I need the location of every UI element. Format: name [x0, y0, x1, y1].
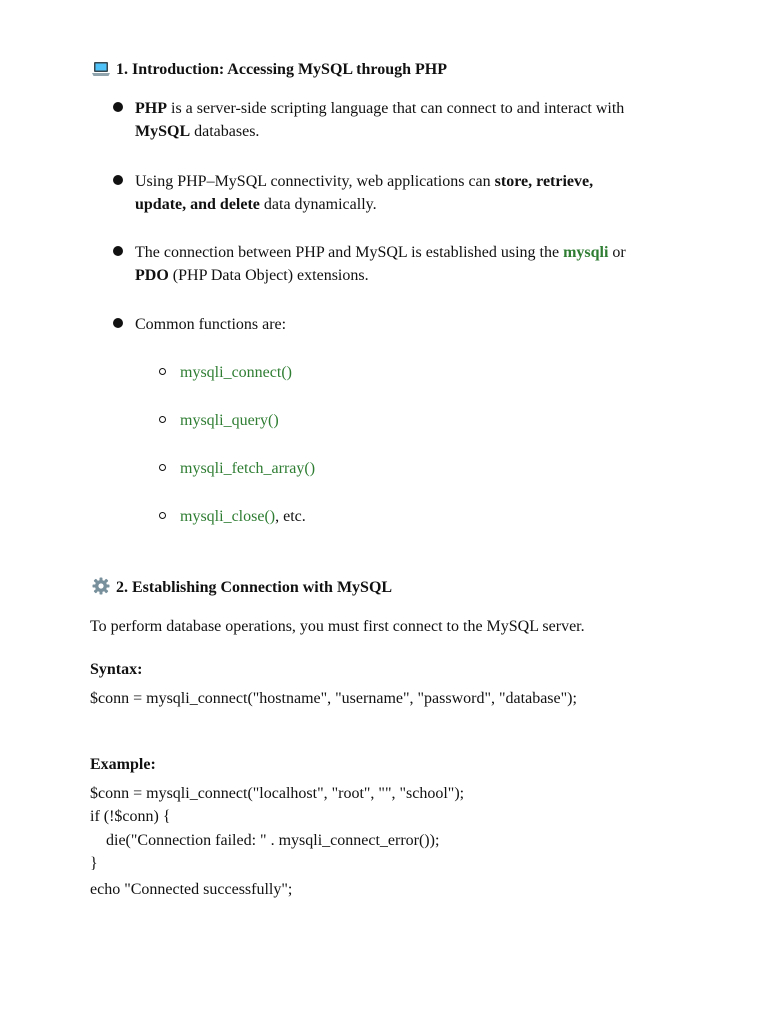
bullet-1-line-2 [135, 120, 259, 143]
code-line: echo "Connected successfully"; [90, 881, 293, 898]
section-2-heading [90, 576, 392, 599]
function-item-last [180, 505, 306, 528]
code-line: $conn = mysqli_connect("localhost", "root", "", "school"); [90, 785, 465, 802]
bullet-1-text-end: databases. [190, 123, 260, 140]
code-line: die("Connection failed: " . mysqli_connect_error()); [90, 832, 440, 849]
code-line: if (!$conn) { [90, 808, 171, 825]
bullet-marker [113, 246, 123, 256]
bullet-3-line-1 [135, 241, 626, 264]
section-2-title: 2. Establishing Connection with MySQL [116, 579, 393, 596]
bullet-1-text: is a server-side scripting language that can connect to and interact with [167, 100, 625, 117]
code-line: } [90, 855, 98, 872]
example-label-text: Example: [90, 756, 156, 773]
function-item: mysqli_connect() [180, 364, 292, 381]
gear-icon [90, 576, 112, 599]
bullet-marker [113, 318, 123, 328]
bullet-2-bold-2: update, and delete [135, 196, 260, 213]
example-label [90, 753, 156, 776]
bullet-1-line-1 [135, 97, 624, 120]
syntax-label-text: Syntax: [90, 661, 143, 678]
bullet-marker [113, 175, 123, 185]
term-pdo: PDO [135, 267, 169, 284]
syntax-code: $conn = mysqli_connect("hostname", "username", "password", "database"); [90, 690, 577, 707]
bullet-2-line-2 [135, 193, 377, 216]
bullet-marker [113, 102, 123, 112]
section-1-title: 1. Introduction: Accessing MySQL through PHP [116, 61, 447, 78]
sub-bullet-marker [159, 416, 166, 423]
section-2-intro: To perform database operations, you must first connect to the MySQL server. [90, 618, 585, 635]
laptop-icon [90, 58, 112, 81]
bullet-2-bold-1: store, retrieve, [494, 173, 594, 190]
sub-bullet-marker [159, 512, 166, 519]
section-1-heading [90, 58, 447, 81]
sub-bullet-marker [159, 368, 166, 375]
bullet-3-text-or: or [608, 244, 626, 261]
function-item: mysqli_query() [180, 412, 279, 429]
term-mysqli: mysqli [563, 244, 609, 261]
etc-text: , etc. [275, 508, 306, 525]
syntax-label [90, 658, 142, 681]
function-name: mysqli_close() [180, 508, 276, 525]
bullet-4-text: Common functions are: [135, 316, 287, 333]
term-mysql: MySQL [135, 123, 191, 140]
bullet-2-line-1 [135, 170, 593, 193]
term-php: PHP [135, 100, 167, 117]
sub-bullet-marker [159, 464, 166, 471]
bullet-2-text-end: data dynamically. [259, 196, 377, 213]
function-item: mysqli_fetch_array() [180, 460, 316, 477]
bullet-3-text-end: (PHP Data Object) extensions. [168, 267, 369, 284]
bullet-3-text: The connection between PHP and MySQL is established using the [135, 244, 564, 261]
bullet-2-text: Using PHP–MySQL connectivity, web applications can [135, 173, 495, 190]
bullet-3-line-2 [135, 264, 369, 287]
